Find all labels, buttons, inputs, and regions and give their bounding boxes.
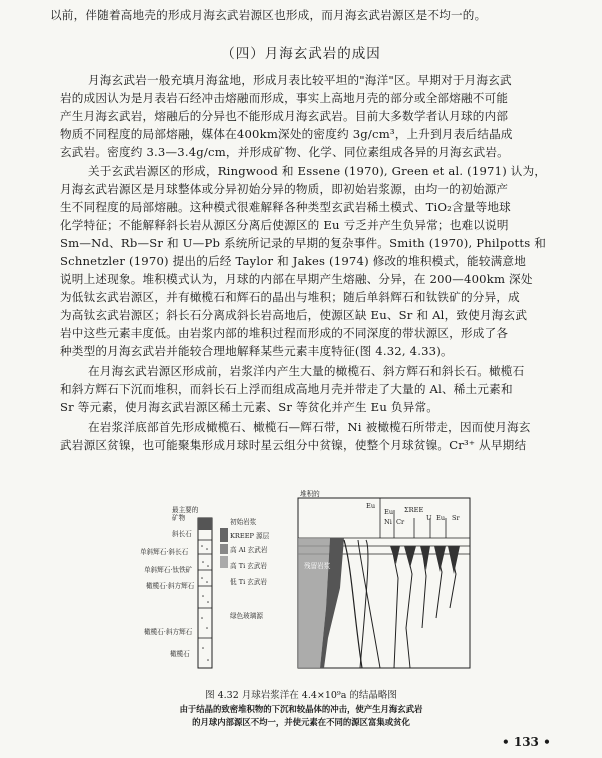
label-high-ti: 高 Ti 玄武岩 bbox=[230, 562, 268, 570]
label-sr: Sr bbox=[452, 514, 460, 522]
label-main-minerals: 最主要的矿物 bbox=[172, 506, 199, 522]
p2-line: 关于玄武岩源区的形成，Ringwood 和 Essene (1970), Green et al. (1971) 认为， bbox=[88, 164, 547, 178]
column-texture bbox=[201, 545, 209, 661]
p1-line: 岩的成因认为是月表岩石经冲击熔融而形成，事实上高地月壳的部分或全部熔融不可能 bbox=[60, 91, 509, 105]
figure-caption-note: 的月球内部源区不均一，并使元素在不同的源区富集或贫化 bbox=[192, 717, 410, 727]
label-residual: 残留岩浆 bbox=[304, 562, 331, 570]
label-kreep: KREEP 源层 bbox=[230, 532, 270, 540]
p3-line: 和斜方辉石下沉而堆积，而斜长石上浮而组成高地月壳并带走了大量的 Al、稀土元素和 bbox=[60, 382, 513, 396]
p2-line: 化学特征；不能解释斜长岩从源区分离后使源区的 Eu 亏乏并产生负异常；也难以说明 bbox=[60, 218, 509, 232]
label-eu-3: Eu bbox=[436, 514, 446, 522]
label-anorthosite: 斜长石 bbox=[172, 530, 192, 538]
p2-line: 月海玄武岩源区是月球整体或分异初始分异的物质，即初始岩浆源，由均一的初始源产 bbox=[60, 182, 509, 196]
p1-line: 月海玄武岩一般充填月海盆地，形成月表比较平坦的"海洋"区。早期对于月海玄武 bbox=[88, 73, 512, 87]
top-line: 以前，伴随着高地壳的形成月海玄武岩源区也形成，而月海玄武岩源区是不均一的。 bbox=[50, 8, 487, 22]
p3-line: Sr 等元素，使月海玄武岩源区稀土元素、Sr 等贫化并产生 Eu 负异常。 bbox=[60, 400, 439, 414]
label-u: U bbox=[426, 514, 432, 522]
p2-line: 种类型的月海玄武岩并能较合理地解释某些元素丰度特征(图 4.32, 4.33)。 bbox=[60, 344, 453, 358]
p2-line: Sm—Nd、Rb—Sr 和 U—Pb 系统所记录的早期的复杂事件。Smith (1970), Philpotts 和 bbox=[60, 236, 547, 250]
label-eu: Eu bbox=[366, 502, 376, 510]
p4-line: 在岩浆洋底部首先形成橄榄石、橄榄石—辉石带，Ni 被橄榄石所带走，因而使月海玄 bbox=[88, 420, 531, 434]
label-ol-opx-2: 橄榄石·斜方辉石 bbox=[144, 628, 193, 636]
layer-column bbox=[198, 518, 212, 668]
p4-line: 武岩源区贫镍，也可能聚集形成月球时星云组分中贫镍，使整个月球贫镍。Cr³⁺ 从早期结 bbox=[60, 438, 527, 452]
label-opx-plag: 单斜辉石·斜长石 bbox=[140, 548, 189, 556]
p2-line: Schnetzler (1970) 提出的后经 Taylor 和 Jakes (1974) 修改的堆积模式，能较满意地 bbox=[60, 254, 527, 268]
p1-line: 产生月海玄武岩，熔融后的分异也不能形成月海玄武岩。目前大多数学者认月球的内部 bbox=[60, 109, 509, 123]
p2-line: 为低钛玄武岩源区，并有橄榄石和辉石的晶出与堆积；随后单斜辉石和钛铁矿的分异，成 bbox=[60, 290, 520, 304]
kreep-marker bbox=[220, 528, 228, 542]
label-sum-ree: ΣREE bbox=[404, 506, 424, 514]
p1-line: 物质不同程度的局部熔融，媒体在400km深处的密度约 3g/cm³，上升到月表后结晶成 bbox=[60, 127, 513, 141]
p2-line: 生不同程度的局部熔融。这种模式很难解释各种类型玄武岩稀土模式、TiO₂含量等地球 bbox=[60, 200, 511, 214]
p2-line: 说明上述现象。堆积模式认为，月球的内部在早期产生熔融、分异，在 200—400km 深处 bbox=[60, 272, 533, 286]
label-cumulate: 堆积的 bbox=[300, 490, 320, 498]
p2-line: 岩中这些元素丰度低。由岩浆内部的堆积过程而形成的不同深度的带状源区，形成了各 bbox=[60, 326, 509, 340]
label-initial-crust: 初始岩浆 bbox=[230, 518, 257, 526]
label-ol-opx: 橄榄石·斜方辉石 bbox=[146, 582, 195, 590]
section-title: （四）月海玄武岩的成因 bbox=[221, 46, 381, 62]
label-ni: Ni bbox=[384, 518, 392, 526]
label-green-glass: 绿色玻璃源 bbox=[230, 612, 263, 620]
figure-4-32 bbox=[130, 478, 490, 678]
ni-curve bbox=[344, 540, 362, 668]
label-high-al: 高 Al 玄武岩 bbox=[230, 546, 268, 554]
p1-line: 玄武岩。密度约 3.3—3.4g/cm，并形成矿物、化学、同位素组成各异的月海玄武岩。 bbox=[60, 145, 509, 159]
label-eu-2: Eu bbox=[384, 508, 394, 516]
page-number: • 133 • bbox=[502, 735, 551, 749]
label-low-ti: 低 Ti 玄武岩 bbox=[230, 578, 268, 586]
p3-line: 在月海玄武岩源区形成前，岩浆洋内产生大量的橄榄石、斜方辉石和斜长石。橄榄石 bbox=[88, 364, 525, 378]
label-cpx-ilm: 单斜辉石·钛铁矿 bbox=[144, 566, 193, 574]
ree-curve bbox=[392, 548, 398, 668]
p2-line: 为高钛玄武岩源区；斜长石分离成斜长岩高地后，使源区缺 Eu、Sr 和 Al，致使月海玄武 bbox=[60, 308, 528, 322]
label-cr: Cr bbox=[396, 518, 405, 526]
figure-caption-title: 图 4.32 月球岩浆洋在 4.4×10⁹a 的结晶略图 bbox=[205, 690, 397, 701]
figure-caption-note: 由于结晶的致密堆积物的下沉和较晶体的冲击，使产生月海玄武岩 bbox=[179, 704, 423, 714]
label-olivine: 橄榄石 bbox=[170, 650, 190, 658]
